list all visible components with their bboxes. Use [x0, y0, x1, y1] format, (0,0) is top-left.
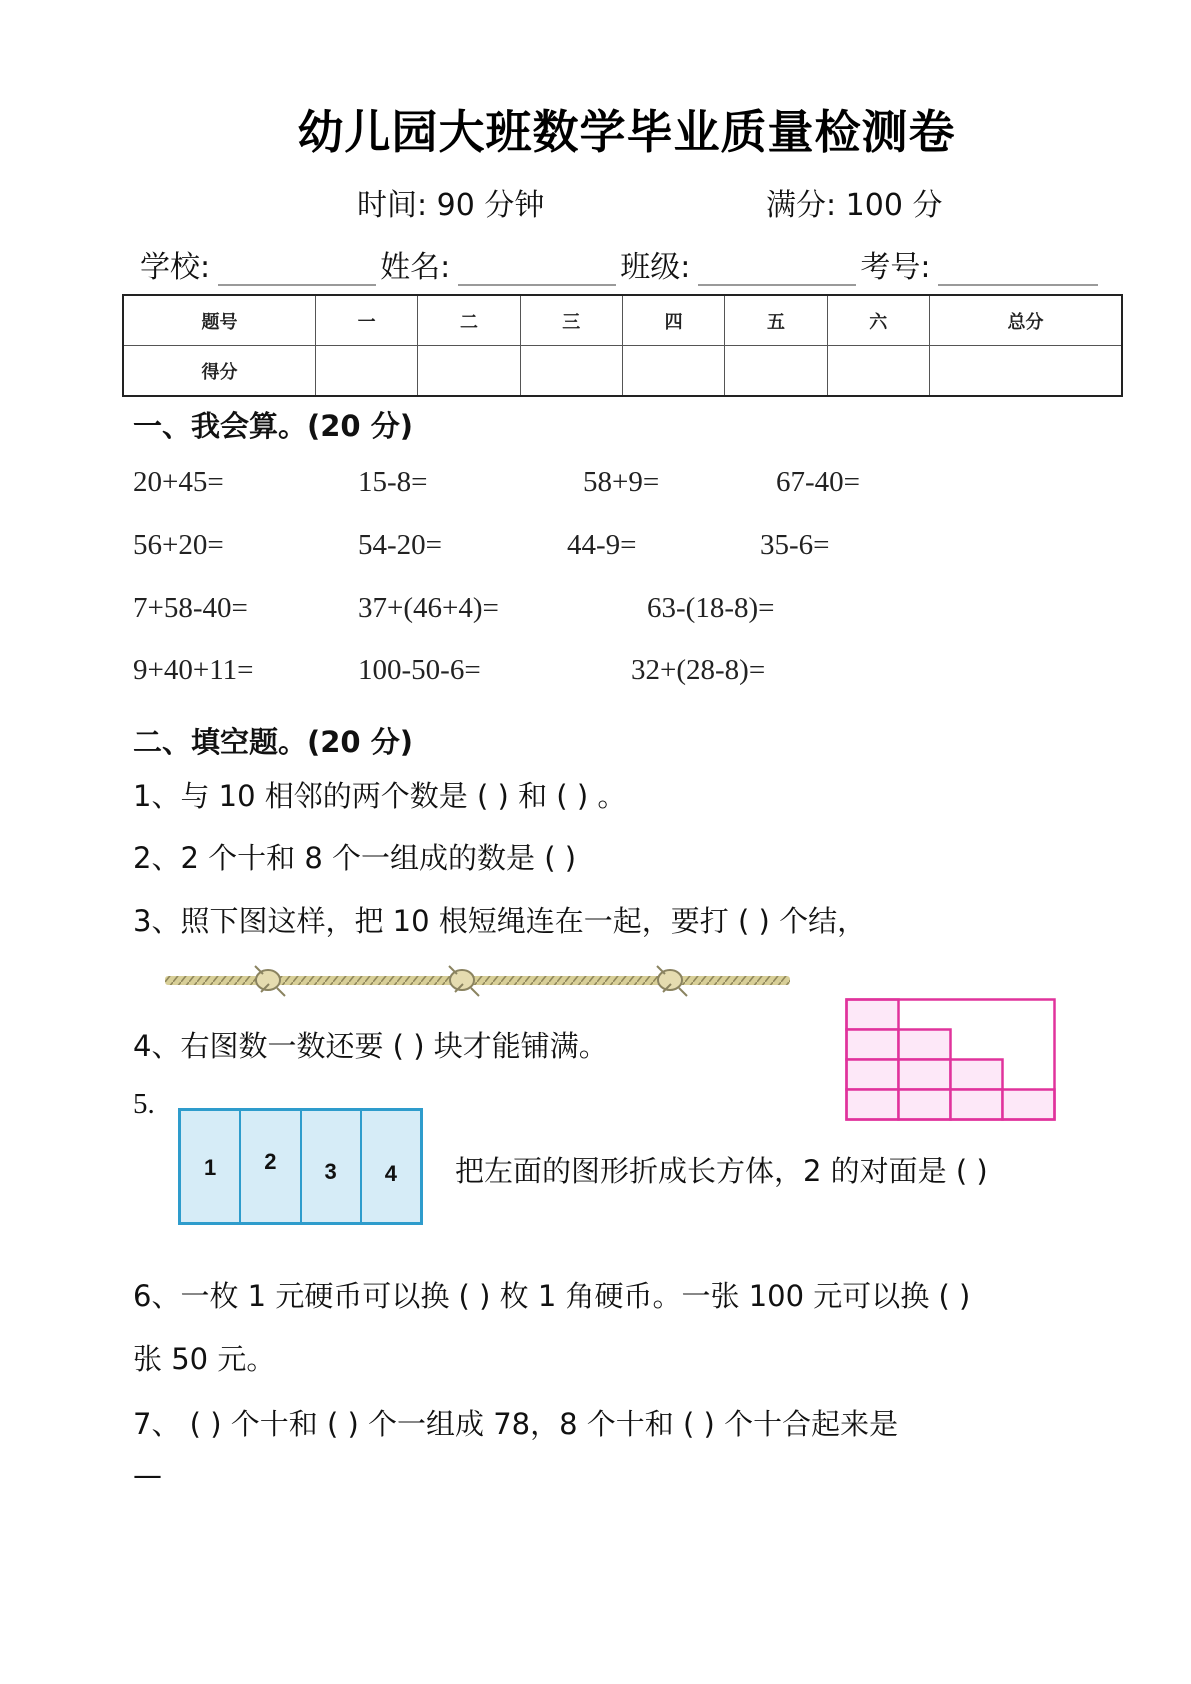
- section-1-heading: 一、我会算。(20 分): [133, 409, 413, 443]
- score-row-label: 得分: [123, 346, 315, 397]
- score-value: 100 分: [845, 188, 943, 223]
- table-header-cell: 二: [418, 295, 520, 346]
- question-3: 3、照下图这样，把 10 根短绳连在一起，要打 ( ) 个结，: [133, 904, 867, 938]
- question-1: 1、与 10 相邻的两个数是 ( ) 和 ( ) 。: [133, 779, 627, 813]
- rope-knots-image: [165, 962, 790, 998]
- score-label: 满分:: [766, 188, 837, 223]
- net-face: 4: [384, 1161, 397, 1186]
- question-7-line-1: 7、 ( ) 个十和 ( ) 个一组成 78，8 个十和 ( ) 个十合起来是: [133, 1407, 899, 1441]
- knot-icon: [449, 966, 479, 996]
- table-header-cell: 一: [315, 295, 417, 346]
- exam-number-field[interactable]: [938, 256, 1098, 286]
- calc-item: 20+45=: [133, 466, 224, 498]
- time-info: [357, 180, 544, 224]
- student-info-fields: [140, 242, 1102, 286]
- class-label: 班级:: [620, 250, 691, 285]
- table-header-cell: 五: [725, 295, 827, 346]
- calc-item: 58+9=: [583, 466, 660, 498]
- question-7-line-2: —: [133, 1458, 162, 1492]
- score-cell[interactable]: [418, 346, 520, 397]
- score-cell[interactable]: [315, 346, 417, 397]
- calc-item: 44-9=: [567, 529, 637, 561]
- section-2-heading: 二、填空题。(20 分): [133, 725, 413, 759]
- question-5-number: 5.: [133, 1088, 155, 1120]
- calc-item: 67-40=: [776, 466, 861, 498]
- time-label: 时间:: [357, 188, 428, 223]
- page-title: 幼儿园大班数学毕业质量检测卷: [297, 105, 956, 159]
- question-5: 把左面的图形折成长方体，2 的对面是 ( ): [455, 1154, 988, 1188]
- calc-item: 9+40+11=: [133, 654, 254, 686]
- table-header-row: [123, 295, 1122, 346]
- table-header-cell: 四: [622, 295, 724, 346]
- name-field[interactable]: [458, 256, 616, 286]
- calc-item: 7+58-40=: [133, 592, 248, 624]
- net-face: 2: [241, 1111, 301, 1222]
- exam-number-label: 考号:: [860, 250, 931, 285]
- calc-item: 56+20=: [133, 529, 224, 561]
- score-cell[interactable]: [520, 346, 622, 397]
- question-2: 2、2 个十和 8 个一组成的数是 ( ): [133, 841, 577, 875]
- question-6-line-1: 6、一枚 1 元硬币可以换 ( ) 枚 1 角硬币。一张 100 元可以换 ( ): [133, 1279, 971, 1313]
- full-score-info: [766, 180, 942, 224]
- calc-item: 37+(46+4)=: [358, 592, 499, 624]
- table-header-cell: 三: [520, 295, 622, 346]
- knot-icon: [657, 966, 687, 996]
- calc-item: 32+(28-8)=: [631, 654, 766, 686]
- net-face: 3: [302, 1111, 362, 1222]
- table-score-row: [123, 346, 1122, 397]
- calc-item: 15-8=: [358, 466, 428, 498]
- calc-item: 35-6=: [760, 529, 830, 561]
- score-table: [122, 294, 1123, 397]
- school-label: 学校:: [140, 250, 211, 285]
- score-cell[interactable]: [622, 346, 724, 397]
- class-field[interactable]: [698, 256, 856, 286]
- score-cell[interactable]: [827, 346, 929, 397]
- name-label: 姓名:: [380, 250, 451, 285]
- calc-item: 54-20=: [358, 529, 443, 561]
- fold-net-figure: [178, 1108, 423, 1225]
- calc-item: 100-50-6=: [358, 654, 481, 686]
- time-value: 90 分钟: [436, 188, 545, 223]
- table-header-cell: 题号: [123, 295, 315, 346]
- question-4: 4、右图数一数还要 ( ) 块才能铺满。: [133, 1029, 608, 1063]
- tile-grid-figure: [845, 998, 1056, 1121]
- table-header-cell: 六: [827, 295, 929, 346]
- calc-item: 63-(18-8)=: [647, 592, 775, 624]
- knot-icon: [255, 966, 285, 996]
- question-6-line-2: 张 50 元。: [133, 1342, 276, 1376]
- table-header-cell: 总分: [929, 295, 1122, 346]
- score-cell[interactable]: [725, 346, 827, 397]
- score-cell[interactable]: [929, 346, 1122, 397]
- net-face: 1: [181, 1111, 241, 1222]
- school-field[interactable]: [218, 256, 376, 286]
